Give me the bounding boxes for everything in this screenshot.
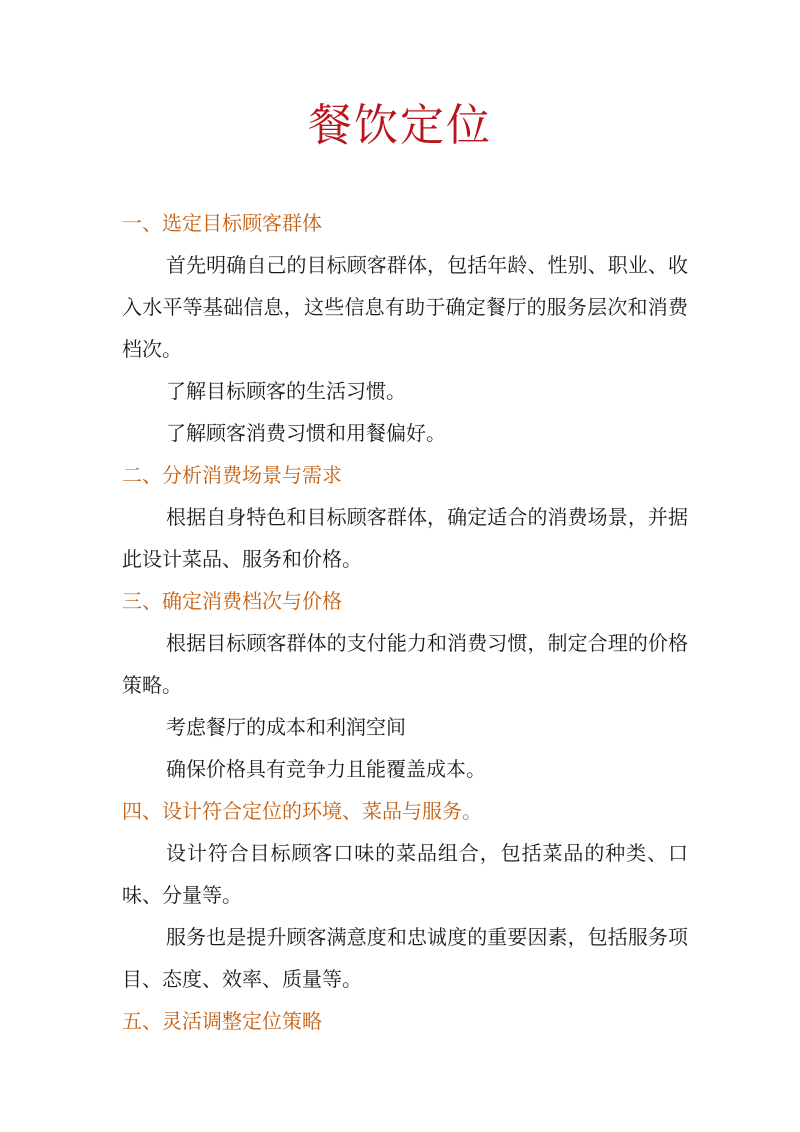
section-5 (122, 1000, 688, 1042)
section-2 (122, 454, 688, 580)
paragraph: 了解顾客消费习惯和用餐偏好。 (166, 421, 446, 445)
paragraph: 服务也是提升顾客满意度和忠诚度的重要因素，包括服务项目、态度、效率、质量等。 (122, 925, 688, 991)
paragraph: 考虑餐厅的成本和利润空间 (166, 715, 406, 739)
paragraph: 根据目标顾客群体的支付能力和消费习惯，制定合理的价格策略。 (122, 631, 688, 697)
section-heading: 三、确定消费档次与价格 (122, 589, 342, 613)
paragraph: 了解目标顾客的生活习惯。 (166, 379, 406, 403)
paragraph: 设计符合目标顾客口味的菜品组合，包括菜品的种类、口味、分量等。 (122, 841, 688, 907)
section-heading: 四、设计符合定位的环境、菜品与服务。 (122, 799, 482, 823)
section-3 (122, 580, 688, 790)
document-title: 餐饮定位 (308, 100, 492, 151)
section-4 (122, 790, 688, 1000)
section-1 (122, 202, 688, 454)
section-heading: 二、分析消费场景与需求 (122, 463, 342, 487)
section-heading: 五、灵活调整定位策略 (122, 1009, 322, 1033)
paragraph: 确保价格具有竞争力且能覆盖成本。 (166, 757, 486, 781)
section-heading: 一、选定目标顾客群体 (122, 211, 322, 235)
paragraph: 根据自身特色和目标顾客群体，确定适合的消费场景，并据此设计菜品、服务和价格。 (122, 505, 688, 571)
paragraph: 首先明确自己的目标顾客群体，包括年龄、性别、职业、收入水平等基础信息，这些信息有助于确定餐厅的服务层次和消费档次。 (122, 253, 688, 361)
document-body (122, 202, 688, 1042)
